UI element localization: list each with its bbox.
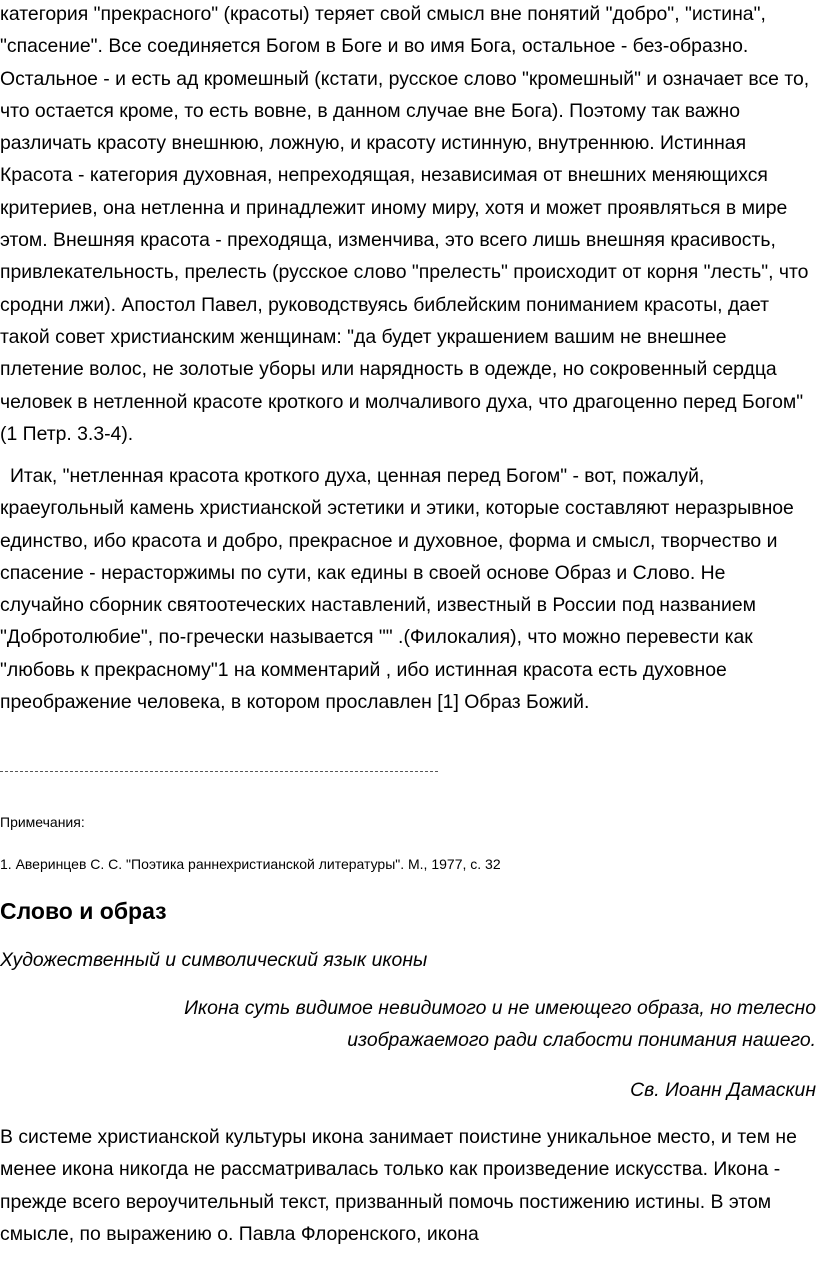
body-paragraph-1: категория "прекрасного" (красоты) теряет свой смысл вне понятий "добро", "истина", "спасение". Все соединяется Богом в Боге и во имя Бога, остальное - без-образно. Остальное - и есть ад кромешный (кстати, русское слово "кромешный" и означает все то, что остается кроме, то есть вовне, в данном случае вне Бога). Поэтому так важно различать красоту внешнюю, ложную, и красоту истинную, внутреннюю. Истинная Красота - категория духовная, непреходящая, независимая от внешних меняющихся критериев, она нетленна и принадлежит иному миру, хотя и может проявляться в мире этом. Внешняя красота - преходяща, изменчива, это всего лишь внешняя красивость, привлекательность, прелесть (русское слово "прелесть" происходит от корня "лесть", что сродни лжи). Апостол Павел, руководствуясь библейским пониманием красоты, дает такой совет христианским женщинам: "да будет украшением вашим не внешнее плетение волос, не золотые уборы или нарядность в одежде, но сокровенный сердца человек в нетленной красоте кроткого и молчаливого духа, что драгоценно перед Богом" (1 Петр. 3.3-4). — [0, 3, 810, 445]
footnote-separator — [0, 771, 438, 772]
epigraph-line-2: изображаемого ради слабости понимания нашего. — [347, 1029, 816, 1051]
notes-label: Примечания: — [0, 814, 85, 830]
epigraph-author: Св. Иоанн Дамаскин — [630, 1079, 816, 1101]
body-paragraph-2: Итак, "нетленная красота кроткого духа, ценная перед Богом" - вот, пожалуй, краеугольный камень христианской эстетики и этики, которые составляют неразрывное единство, ибо красота и добро, прекрасное и духовное, форма и смысл, творчество и спасение - нерасторжимы по сути, как едины в своей основе Образ и Слово. Не случайно сборник святоотеческих наставлений, известный в России под названием "Добротолюбие", по-гречески называется "" .(Филокалия), что можно перевести как "любовь к прекрасному"1 на комментарий , ибо истинная красота есть духовное преображение человека, в котором прославлен [1] Образ Божий. — [0, 465, 794, 714]
section-title: Слово и образ — [0, 898, 167, 924]
section-subtitle: Художественный и символический язык иконы — [0, 949, 428, 971]
footnote-1: 1. Аверинцев С. С. "Поэтика раннехристианской литературы". М., 1977, с. 32 — [0, 856, 501, 872]
epigraph — [116, 992, 816, 1056]
body-paragraph-3: В системе христианской культуры икона занимает поистине уникальное место, и тем не менее икона никогда не рассматривалась только как произведение искусства. Икона - прежде всего вероучительный текст, призванный помочь постижению истины. В этом смысле, по выражению о. Павла Флоренского, икона — [0, 1126, 797, 1245]
epigraph-line-1: Икона суть видимое невидимого и не имеющего образа, но телесно — [184, 997, 816, 1019]
